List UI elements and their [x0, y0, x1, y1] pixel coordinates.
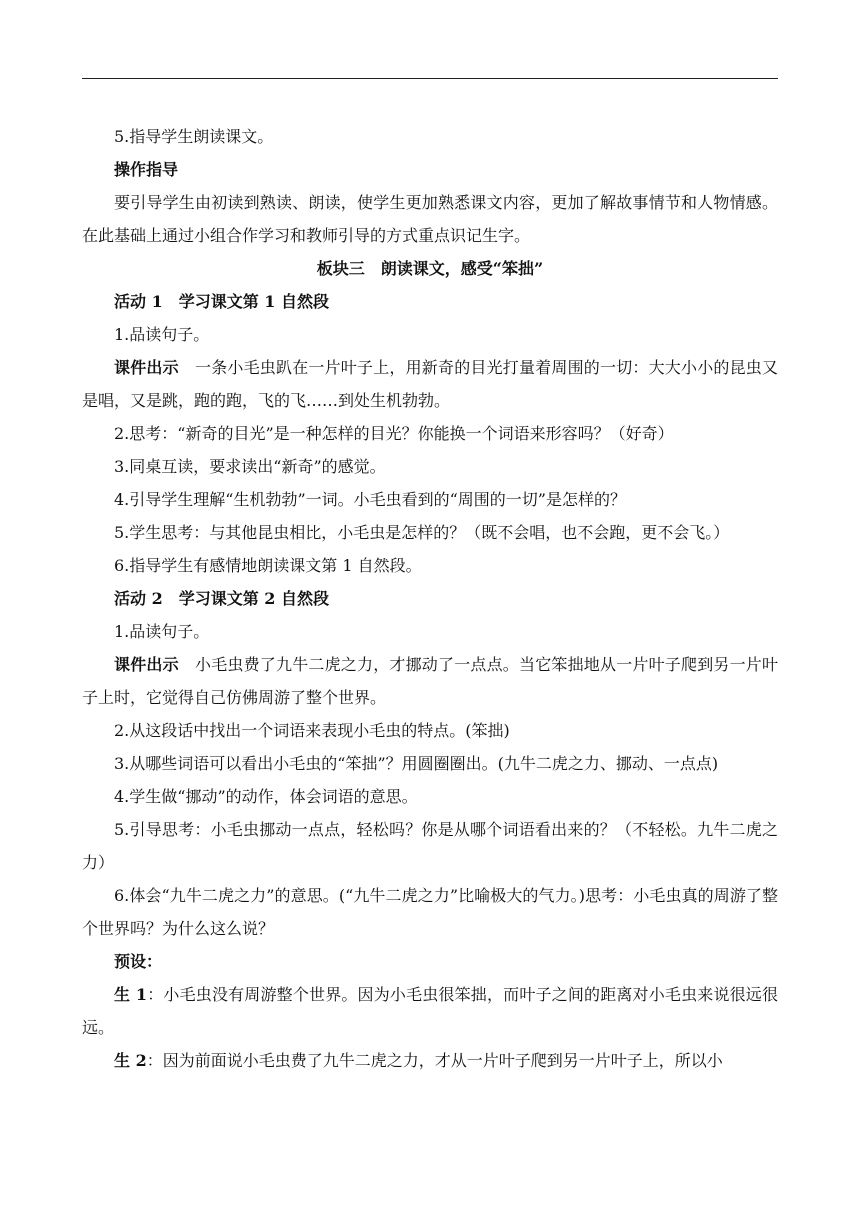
- header-rule: [82, 78, 778, 79]
- subheading: 活动 1 学习课文第 1 自然段: [114, 292, 329, 311]
- paragraph: 4.学生做“挪动”的动作，体会词语的意思。: [114, 787, 418, 806]
- paragraph-label: 课件出示: [114, 655, 179, 674]
- paragraph-label: 生 1: [114, 985, 148, 1004]
- paragraph-label: 课件出示: [114, 358, 179, 377]
- labeled-paragraph: [82, 351, 778, 417]
- paragraph-text: ：因为前面说小毛虫费了九牛二虎之力，才从一片叶子爬到另一片叶子上，所以小: [146, 1051, 723, 1070]
- paragraph: 3.同桌互读，要求读出“新奇”的感觉。: [114, 457, 386, 476]
- paragraph-text: ：小毛虫没有周游整个世界。因为小毛虫很笨拙，而叶子之间的距离对小毛虫来说很远很远。: [82, 985, 778, 1037]
- subheading: 操作指导: [114, 160, 179, 179]
- labeled-paragraph: [82, 648, 778, 714]
- paragraph: 6.体会“九牛二虎之力”的意思。(“九牛二虎之力”比喻极大的气力。)思考：小毛虫真的周游了整个世界吗？为什么这么说？: [82, 886, 778, 938]
- labeled-paragraph: [82, 978, 778, 1044]
- section-title: 板块三 朗读课文，感受“笨拙”: [316, 259, 544, 278]
- paragraph: 2.思考：“新奇的目光”是一种怎样的目光？你能换一个词语来形容吗？（好奇）: [114, 424, 674, 443]
- paragraph-text: 小毛虫费了九牛二虎之力，才挪动了一点点。当它笨拙地从一片叶子爬到另一片叶子上时，它觉得自己仿佛周游了整个世界。: [82, 655, 778, 707]
- paragraph: 4.引导学生理解“生机勃勃”一词。小毛虫看到的“周围的一切”是怎样的？: [114, 490, 626, 509]
- paragraph: 5.学生思考：与其他昆虫相比，小毛虫是怎样的？（既不会唱，也不会跑，更不会飞。）: [114, 523, 730, 542]
- subheading: 预设：: [114, 952, 163, 971]
- paragraph: 6.指导学生有感情地朗读课文第 1 自然段。: [114, 556, 422, 575]
- labeled-paragraph: [82, 1044, 778, 1077]
- paragraph: 1.品读句子。: [114, 325, 210, 344]
- paragraph: 2.从这段话中找出一个词语来表现小毛虫的特点。(笨拙): [114, 721, 510, 740]
- paragraph-label: 生 2: [114, 1051, 147, 1070]
- paragraph: 3.从哪些词语可以看出小毛虫的“笨拙”？用圆圈圈出。(九牛二虎之力、挪动、一点点): [114, 754, 719, 773]
- paragraph: 要引导学生由初读到熟读、朗读，使学生更加熟悉课文内容，更加了解故事情节和人物情感。在此基础上通过小组合作学习和教师引导的方式重点识记生字。: [82, 193, 778, 245]
- paragraph-text: 一条小毛虫趴在一片叶子上，用新奇的目光打量着周围的一切：大大小小的昆虫又是唱，又是跳，跑的跑，飞的飞……到处生机勃勃。: [82, 358, 778, 410]
- subheading: 活动 2 学习课文第 2 自然段: [114, 589, 329, 608]
- paragraph: 5.引导思考：小毛虫挪动一点点，轻松吗？你是从哪个词语看出来的？（不轻松。九牛二虎之力）: [82, 820, 778, 872]
- paragraph: 1.品读句子。: [114, 622, 210, 641]
- paragraph: 5.指导学生朗读课文。: [114, 127, 274, 146]
- document-body: [82, 120, 778, 1077]
